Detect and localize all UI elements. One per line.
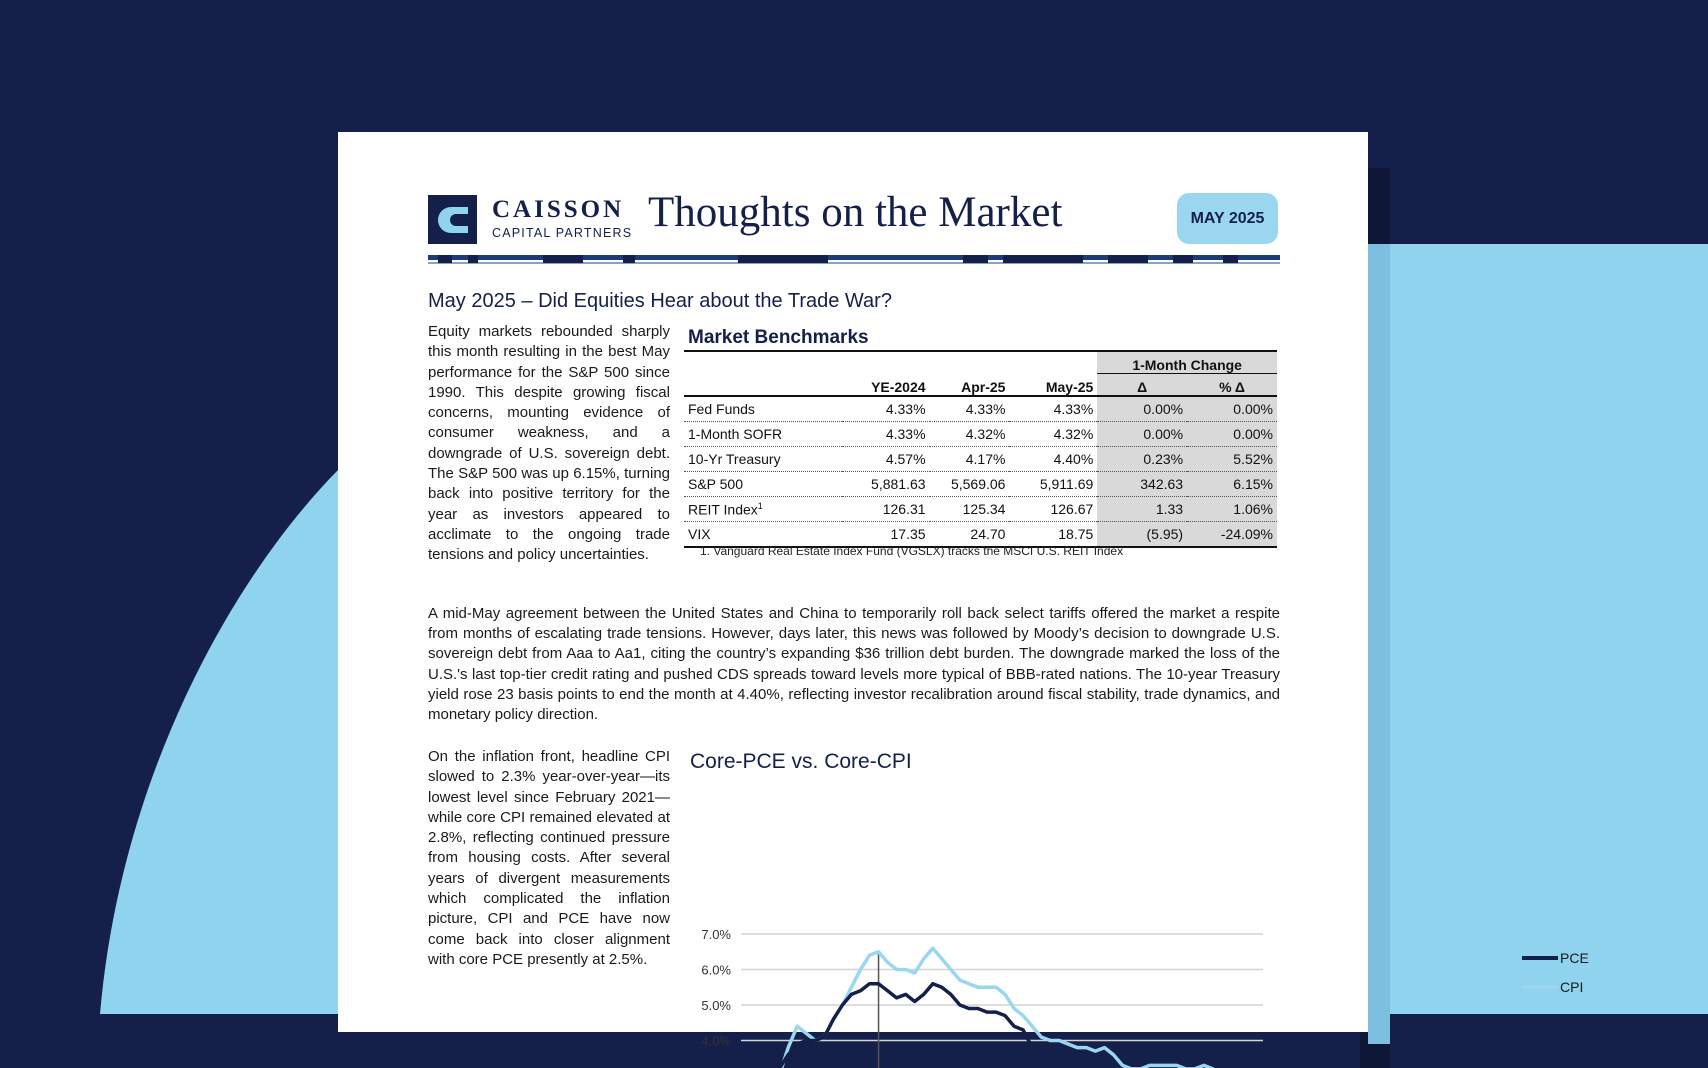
legend-label: PCE [1560, 950, 1589, 966]
col-header: YE-2024 [842, 374, 930, 397]
brand-subtitle: CAPITAL PARTNERS [492, 226, 633, 240]
y-tick-label: 4.0% [701, 1033, 731, 1049]
paper-shadow-light [1368, 244, 1390, 1044]
chart-title: Core-PCE vs. Core-CPI [690, 750, 912, 773]
rule-accent [623, 255, 635, 263]
series-line-cpi [743, 948, 1240, 1068]
col-header: Apr-25 [930, 374, 1010, 397]
paragraph-1: Equity markets rebounded sharply this month resulting in the best May performance for the S&P 500 since 1990. This despite growing fiscal concerns, mounting evidence of consumer weakness, and a downgrade of U.S. sovereign debt. The S&P 500 was up 6.15%, turning back into positive territory for the year as investors appeared to acclimate to the ongoing trade tensions and policy uncertainties. [428, 323, 670, 564]
benchmarks-title: Market Benchmarks [688, 327, 869, 348]
legend-label: CPI [1560, 979, 1584, 995]
footnote-marker: 1 [757, 500, 763, 511]
rule-accent [1108, 255, 1148, 263]
logo-icon [428, 195, 477, 244]
col-header: Δ [1097, 374, 1187, 397]
newsletter-page [338, 132, 1589, 1049]
group-header: 1-Month Change [1097, 351, 1277, 374]
brand-name: CAISSON [492, 196, 625, 223]
page-title: Thoughts on the Market [648, 189, 1063, 236]
table-row: 10-Yr Treasury 4.57% 4.17% 4.40% 0.23% 5.52% [684, 447, 1277, 472]
inflation-chart [678, 782, 1589, 1049]
rule-accent [1173, 255, 1193, 263]
rule-accent [1223, 255, 1238, 263]
table-row: Fed Funds 4.33% 4.33% 4.33% 0.00% 0.00% [684, 396, 1277, 422]
table-row: S&P 500 5,881.63 5,569.06 5,911.69 342.63 6.15% [684, 472, 1277, 497]
col-header: % Δ [1187, 374, 1277, 397]
rule-accent [438, 255, 452, 263]
table-footnote: 1. Vanguard Real Estate Index Fund (VGSLX) tracks the MSCI U.S. REIT Index [700, 544, 1124, 558]
series-line-pce [743, 984, 1240, 1068]
table-row: 1-Month SOFR 4.33% 4.32% 4.32% 0.00% 0.00% [684, 422, 1277, 447]
table-row: REIT Index$^1$ 126.31 125.34 126.67 1.33 1.06% [684, 497, 1277, 522]
col-header: May-25 [1009, 374, 1097, 397]
rule-accent [468, 255, 478, 263]
rule-accent [543, 255, 583, 263]
date-badge: MAY 2025 [1177, 193, 1278, 244]
table-row: VIX 17.35 24.70 18.75 (5.95) -24.09% [684, 522, 1277, 548]
y-tick-label: 7.0% [701, 927, 731, 942]
rule-accent [1003, 255, 1083, 263]
paragraph-2: A mid-May agreement between the United States and China to temporarily roll back select tariffs offered the market a respite from months of escalating trade tensions. However, days later, this news was followed by Moody’s decision to downgrade U.S. sovereign debt from Aaa to Aa1, citing the country’s expanding $36 trillion debt burden. The downgrade marked the loss of the U.S.'s last top-tier credit rating and pushed CDS spreads toward levels more typical of BBB-rated nations. The 10-year Treasury yield rose 23 basis points to end the month at 4.40%, reflecting investor recalibration around fiscal stability, trade dynamics, and monetary policy direction. [428, 605, 1280, 724]
article-subtitle: May 2025 – Did Equities Hear about the Trade War? [428, 290, 892, 312]
header [428, 189, 1280, 252]
benchmarks-table [684, 350, 1277, 548]
rule-accent [963, 255, 988, 263]
paragraph-3: On the inflation front, headline CPI slowed to 2.3% year-over-year—its lowest level since February 2021—while core CPI remained elevated at 2.8%, reflecting continued pressure from housing costs. After several years of divergent measurements which complicated the inflation picture, CPI and PCE have now come back into closer alignment with core PCE presently at 2.5%. [428, 748, 670, 968]
y-tick-label: 6.0% [701, 962, 731, 978]
rule-accent [738, 255, 828, 263]
y-tick-label: 5.0% [701, 998, 731, 1013]
